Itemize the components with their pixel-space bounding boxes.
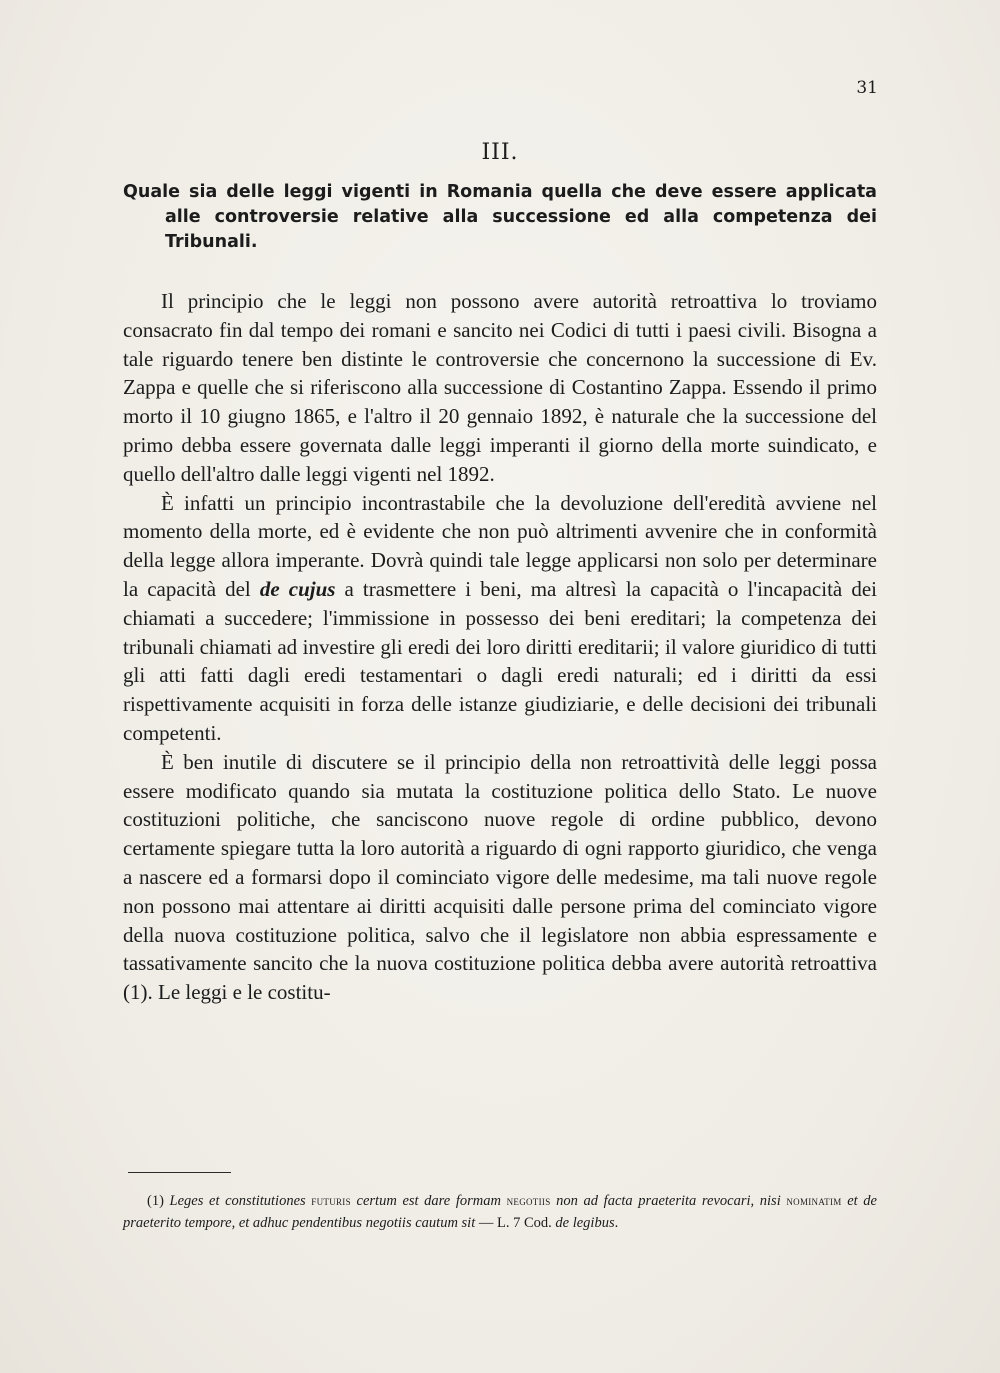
paragraph-2-part-a: È infatti un principio incontrastabile che la devoluzione dell'eredità avviene nel momento della morte, ed è evidente che non può altrimenti avvenire che in conformità della legge allora imperante. Dovrà quindi tale legge applicarsi non solo per determinare la capacità del (123, 490, 877, 601)
footnote-marker: (1) (147, 1193, 170, 1209)
paragraph-3: È ben inutile di discutere se il principio della non retroattività delle leggi possa essere modificato quando sia mutata la costituzione politica dello Stato. Le nuove costituzioni politiche, che sanciscono nuove regole di ordine pubblico, devono certamente spiegare tutta la loro autorità a riguardo di ogni rapporto giuridico, che venga a nascere ed a formarsi dopo il cominciato vigore delle medesime, ma tali nuove regole non possono mai attentare ai diritti acquisiti dalle persone prima del cominciato vigore della nuova costituzione politica, salvo che il legislatore non abbia espressamente e tassativamente sancito che la nuova costituzione politica debba avere autorità retroattiva (1). Le leggi e le costitu- (123, 749, 877, 1005)
footnote-text-2: certum est dare formam (350, 1193, 507, 1209)
section-number: III. (481, 140, 519, 165)
page-number: 31 (856, 78, 878, 98)
section-heading (123, 180, 877, 255)
body-text (123, 287, 877, 1007)
section-heading-text: Quale sia delle leggi vigenti in Romania quella che deve essere applicata alle controversie relative alla successione ed alla competenza dei Tribunali. (123, 182, 877, 252)
footnote (123, 1190, 877, 1234)
footnote-citation: — L. 7 Cod. (475, 1215, 556, 1231)
footnote-divider (128, 1172, 231, 1173)
footnote-smallcaps-2: negotiis (506, 1193, 551, 1208)
paragraph-1: Il principio che le leggi non possono avere autorità retroattiva lo troviamo consacrato fin dal tempo dei romani e sancito nei Codici di tutti i paesi civili. Bisogna a tale riguardo tenere ben distinte le controversie che concernono la successione di Ev. Zappa e quelle che si riferiscono alla successione di Costantino Zappa. Essendo il primo morto il 10 giugno 1865, e l'altro il 20 gennaio 1892, è naturale che la successione del primo debba essere governata dalle leggi imperanti il giorno della morte suindicato, e quello dell'altro dalle leggi vigenti nel 1892. (123, 289, 877, 486)
latin-term: de cujus (259, 576, 336, 601)
footnote-text-1: Leges et constitutiones (169, 1193, 312, 1209)
footnote-end: . (614, 1215, 619, 1231)
footnote-smallcaps-1: futuris (311, 1193, 351, 1208)
footnote-smallcaps-3: nominatim (786, 1193, 842, 1208)
paragraph-2-part-b: a trasmettere i beni, ma altresì la capacità o l'incapacità dei chiamati a succedere; l'immissione in possesso dei beni ereditari; la competenza dei tribunali chiamati ad investire gli eredi dei loro diritti ereditarii; il valore giuridico di tutti gli atti fatti dagli eredi testamentari o dagli eredi naturali; ed i diritti da essi rispettivamente acquisiti in forza delle istanze giudiziarie, e delle decisioni dei tribunali competenti. (123, 576, 877, 745)
footnote-citation-title: de legibus (555, 1215, 615, 1231)
paragraph-2 (123, 489, 877, 748)
footnote-text-3: non ad facta praeterita revocari, nisi (550, 1193, 787, 1209)
footnote-text-4: et de praeterito tempore, et adhuc pendentibus negotiis cautum sit (123, 1193, 877, 1231)
